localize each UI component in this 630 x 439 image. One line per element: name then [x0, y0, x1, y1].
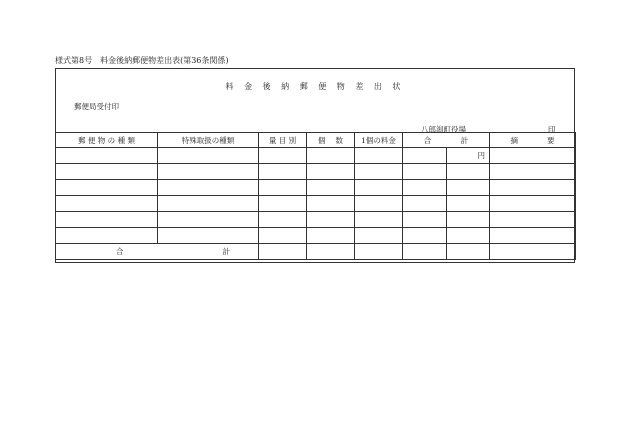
cell-sum-b[interactable]	[447, 164, 490, 180]
header-remarks-a: 摘	[510, 135, 518, 145]
total-remarks[interactable]	[490, 244, 576, 260]
cell-remarks[interactable]	[490, 212, 576, 228]
cell-unit-fee[interactable]	[355, 180, 403, 196]
cell-unit-fee[interactable]	[355, 148, 403, 164]
total-sum-a[interactable]	[403, 244, 447, 260]
mail-table	[55, 132, 576, 260]
header-sum-b: 計	[460, 135, 469, 145]
form-box	[55, 68, 575, 263]
cell-mail-type[interactable]	[56, 196, 158, 212]
cell-special-type[interactable]	[158, 148, 259, 164]
header-unit-fee: 1個の料金	[355, 133, 403, 148]
cell-mail-type[interactable]	[56, 164, 158, 180]
cell-mail-type[interactable]	[56, 180, 158, 196]
table-row	[56, 196, 576, 212]
cell-count[interactable]	[307, 196, 355, 212]
total-count[interactable]	[307, 244, 355, 260]
cell-weight[interactable]	[259, 228, 307, 244]
header-remarks	[490, 133, 576, 148]
cell-unit-fee[interactable]	[355, 212, 403, 228]
cell-count[interactable]	[307, 148, 355, 164]
cell-sum-a[interactable]	[403, 148, 447, 164]
cell-mail-type[interactable]	[56, 228, 158, 244]
total-label-a: 合	[116, 247, 124, 256]
cell-mail-type[interactable]	[56, 148, 158, 164]
table-row	[56, 212, 576, 228]
table-row	[56, 180, 576, 196]
cell-unit-fee[interactable]	[355, 164, 403, 180]
cell-count[interactable]	[307, 228, 355, 244]
total-label-b: 計	[222, 247, 230, 256]
header-sum	[403, 133, 490, 148]
table-row	[56, 228, 576, 244]
total-sum-b[interactable]	[447, 244, 490, 260]
total-weight[interactable]	[259, 244, 307, 260]
cell-unit-fee[interactable]	[355, 228, 403, 244]
header-mail-type: 郵 便 物 の 種 類	[56, 133, 158, 148]
cell-special-type[interactable]	[158, 180, 259, 196]
cell-sum-a[interactable]	[403, 196, 447, 212]
cell-remarks[interactable]	[490, 196, 576, 212]
cell-count[interactable]	[307, 164, 355, 180]
header-count-b: 数	[335, 135, 343, 145]
cell-sum-a[interactable]	[403, 228, 447, 244]
cell-sum-b[interactable]	[447, 228, 490, 244]
header-weight: 量 目 別	[259, 133, 307, 148]
header-count	[307, 133, 355, 148]
cell-special-type[interactable]	[158, 164, 259, 180]
header-remarks-b: 要	[547, 135, 555, 145]
cell-weight[interactable]	[259, 196, 307, 212]
cell-count[interactable]	[307, 180, 355, 196]
header-special-type: 特殊取扱の種類	[158, 133, 259, 148]
cell-special-type[interactable]	[158, 212, 259, 228]
cell-remarks[interactable]	[490, 164, 576, 180]
cell-sum-b[interactable]	[447, 212, 490, 228]
seal-mark: 印	[548, 125, 556, 134]
cell-weight[interactable]	[259, 180, 307, 196]
table-header-row	[56, 133, 576, 148]
post-office-stamp-label: 郵便局受付印	[74, 102, 119, 111]
table-row	[56, 148, 576, 164]
cell-special-type[interactable]	[158, 228, 259, 244]
cell-sum-a[interactable]	[403, 164, 447, 180]
cell-sum-a[interactable]	[403, 180, 447, 196]
form-title: 料 金 後 納 郵 便 物 差 出 状	[225, 82, 405, 91]
cell-weight[interactable]	[259, 212, 307, 228]
cell-weight[interactable]	[259, 148, 307, 164]
cell-count[interactable]	[307, 212, 355, 228]
cell-sum-yen[interactable]: 円	[447, 148, 490, 164]
header-count-a: 個	[318, 135, 326, 145]
cell-remarks[interactable]	[490, 228, 576, 244]
table-row	[56, 164, 576, 180]
cell-mail-type[interactable]	[56, 212, 158, 228]
cell-special-type[interactable]	[158, 196, 259, 212]
cell-unit-fee[interactable]	[355, 196, 403, 212]
cell-weight[interactable]	[259, 164, 307, 180]
cell-remarks[interactable]	[490, 180, 576, 196]
cell-sum-b[interactable]	[447, 196, 490, 212]
header-sum-a: 合	[423, 135, 432, 145]
total-label	[56, 244, 259, 260]
total-unit-fee[interactable]	[355, 244, 403, 260]
cell-sum-b[interactable]	[447, 180, 490, 196]
cell-sum-a[interactable]	[403, 212, 447, 228]
cell-remarks[interactable]	[490, 148, 576, 164]
form-caption: 様式第8号 料金後納郵便物差出表(第36条関係)	[55, 56, 229, 65]
office-name: 八郎潟町役場	[421, 125, 466, 134]
table-total-row	[56, 244, 576, 260]
